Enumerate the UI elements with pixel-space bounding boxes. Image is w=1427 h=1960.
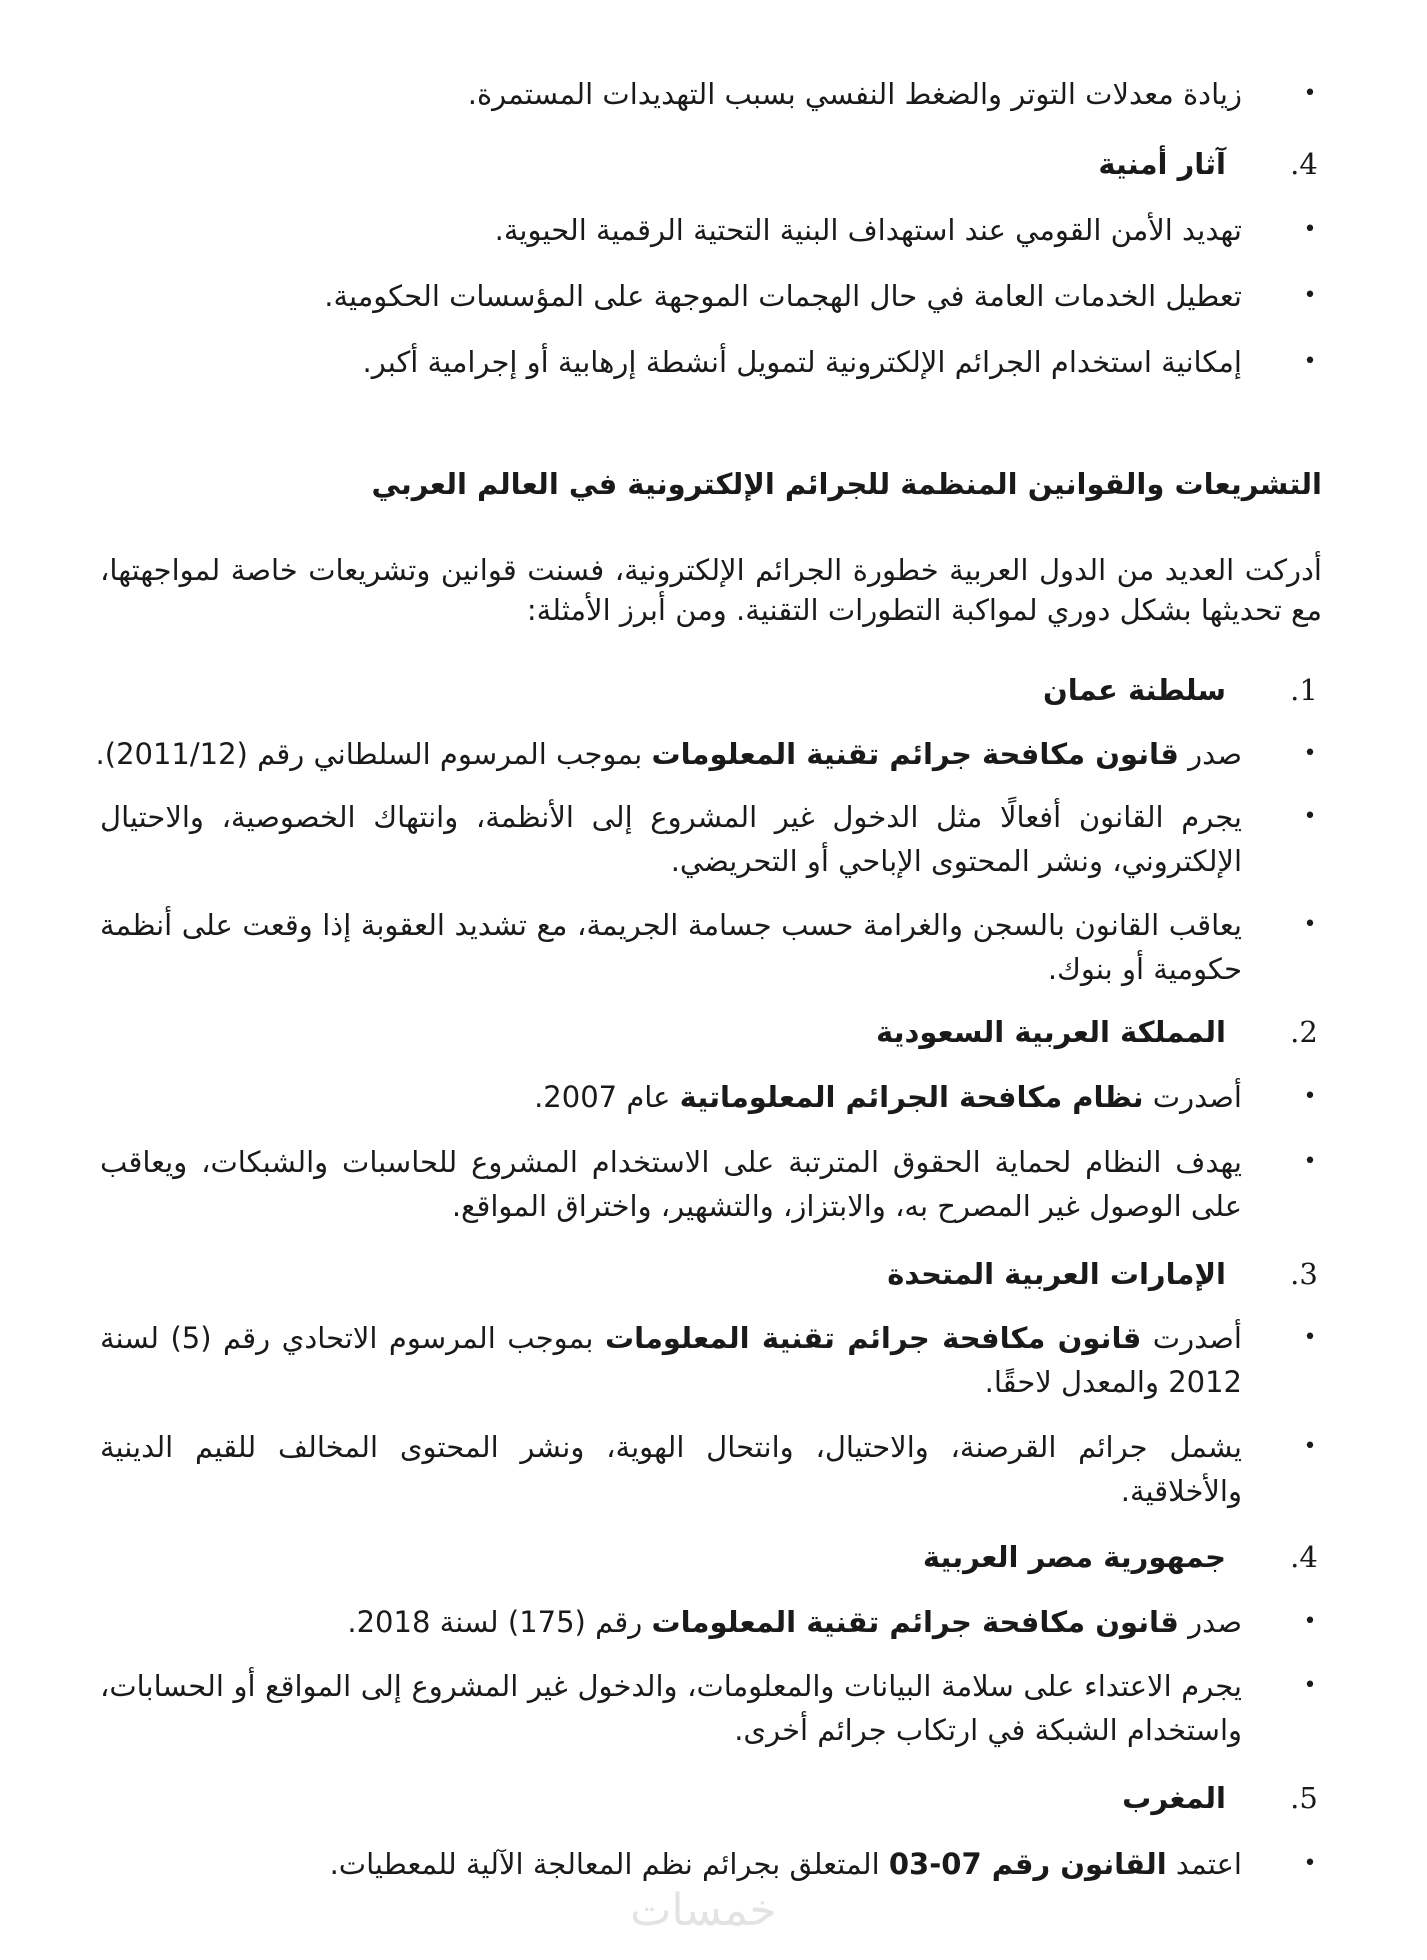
list-item (100, 1140, 1322, 1228)
section-title: التشريعات والقوانين المنظمة للجرائم الإلكترونية في العالم العربي (371, 467, 1322, 501)
list-item (100, 795, 1322, 883)
bullet-icon: • (1303, 1673, 1317, 1698)
list-item-text: تعطيل الخدمات العامة في حال الهجمات الموجهة على المؤسسات الحكومية. (324, 279, 1242, 313)
heading-text: المغرب (1122, 1781, 1226, 1815)
heading-text: جمهورية مصر العربية (922, 1540, 1226, 1574)
intro-paragraph: أدركت العديد من الدول العربية خطورة الجرائم الإلكترونية، فسنت قوانين وتشريعات خاصة لمواجهتها، مع تحديثها بشكل دوري لمواكبة التطورات التقنية. ومن أبرز الأمثلة: (100, 553, 1322, 627)
list-item-text: أصدرت نظام مكافحة الجرائم المعلوماتية عام 2007. (534, 1080, 1242, 1114)
list-item-text: يعاقب القانون بالسجن والغرامة حسب جسامة الجريمة، مع تشديد العقوبة إذا وقعت على أنظمة حكومية أو بنوك. (100, 908, 1242, 986)
list-item-text: يجرم الاعتداء على سلامة البيانات والمعلومات، والدخول غير المشروع إلى المواقع أو الحسابات، واستخدام الشبكة في ارتكاب جرائم أخرى. (100, 1669, 1242, 1747)
heading-number: 3. (1290, 1257, 1318, 1291)
numbered-heading (100, 142, 1322, 186)
heading-number: 4. (1290, 147, 1318, 181)
list-item-text: تهديد الأمن القومي عند استهداف البنية التحتية الرقمية الحيوية. (494, 213, 1242, 247)
law-name: قانون مكافحة جرائم تقنية المعلومات (604, 1321, 1142, 1355)
bullet-icon: • (1303, 217, 1317, 242)
list-item-text: زيادة معدلات التوتر والضغط النفسي بسبب التهديدات المستمرة. (467, 77, 1242, 111)
list-item-text: يجرم القانون أفعالًا مثل الدخول غير المشروع إلى الأنظمة، وانتهاك الخصوصية، والاحتيال الإلكتروني، ونشر المحتوى الإباحي أو التحريضي. (100, 800, 1242, 878)
law-name: قانون مكافحة جرائم تقنية المعلومات (651, 737, 1179, 771)
law-name: القانون رقم 07-03 (888, 1847, 1167, 1881)
bullet-icon: • (1303, 741, 1317, 766)
list-item (100, 1664, 1322, 1752)
heading-number: 2. (1290, 1015, 1318, 1049)
bullet-icon: • (1303, 349, 1317, 374)
bullet-icon: • (1303, 1609, 1317, 1634)
list-item (95, 732, 1322, 776)
list-item-text: يهدف النظام لحماية الحقوق المترتبة على الاستخدام المشروع للحاسبات والشبكات، ويعاقب على الوصول غير المصرح به، والابتزاز، والتشهير، واختراق المواقع. (100, 1145, 1242, 1223)
numbered-heading (100, 1776, 1322, 1820)
heading-text: المملكة العربية السعودية (876, 1015, 1226, 1049)
list-item-text: صدر قانون مكافحة جرائم تقنية المعلومات بموجب المرسوم السلطاني رقم (2011/12). (95, 737, 1242, 771)
numbered-heading (100, 1252, 1322, 1296)
list-item (100, 340, 1322, 384)
watermark-logo: خمسات (630, 1885, 777, 1936)
bullet-icon: • (1303, 1149, 1317, 1174)
bullet-icon: • (1303, 81, 1317, 106)
bullet-icon: • (1303, 912, 1317, 937)
heading-text: الإمارات العربية المتحدة (887, 1257, 1226, 1291)
bullet-icon: • (1303, 1084, 1317, 1109)
heading-number: 1. (1290, 673, 1318, 707)
list-item (100, 1842, 1322, 1886)
numbered-heading (100, 1010, 1322, 1054)
law-name: نظام مكافحة الجرائم المعلوماتية (679, 1080, 1144, 1114)
list-item (100, 1425, 1322, 1513)
bullet-icon: • (1303, 283, 1317, 308)
numbered-heading (100, 1535, 1322, 1579)
list-item-text: يشمل جرائم القرصنة، والاحتيال، وانتحال الهوية، ونشر المحتوى المخالف للقيم الدينية والأخلاقية. (100, 1430, 1242, 1508)
heading-number: 5. (1290, 1781, 1318, 1815)
numbered-heading (100, 668, 1322, 712)
list-item (100, 208, 1322, 252)
bullet-icon: • (1303, 804, 1317, 829)
heading-text: سلطنة عمان (1042, 673, 1226, 707)
list-item (100, 72, 1322, 116)
law-name: قانون مكافحة جرائم تقنية المعلومات (651, 1605, 1179, 1639)
list-item-text: اعتمد القانون رقم 07-03 المتعلق بجرائم نظم المعالجة الآلية للمعطيات. (329, 1847, 1242, 1881)
heading-text: آثار أمنية (1098, 147, 1226, 181)
list-item-text: إمكانية استخدام الجرائم الإلكترونية لتمويل أنشطة إرهابية أو إجرامية أكبر. (362, 345, 1242, 379)
list-item-text: أصدرت قانون مكافحة جرائم تقنية المعلومات بموجب المرسوم الاتحادي رقم (5) لسنة 2012 والمعدل لاحقًا. (100, 1321, 1242, 1399)
bullet-icon: • (1303, 1434, 1317, 1459)
bullet-icon: • (1303, 1851, 1317, 1876)
list-item (100, 903, 1322, 991)
bullet-icon: • (1303, 1325, 1317, 1350)
list-item (100, 274, 1322, 318)
list-item-text: صدر قانون مكافحة جرائم تقنية المعلومات رقم (175) لسنة 2018. (347, 1605, 1242, 1639)
list-item (100, 1600, 1322, 1644)
heading-number: 4. (1290, 1540, 1318, 1574)
list-item (100, 1075, 1322, 1119)
list-item (100, 1316, 1322, 1404)
